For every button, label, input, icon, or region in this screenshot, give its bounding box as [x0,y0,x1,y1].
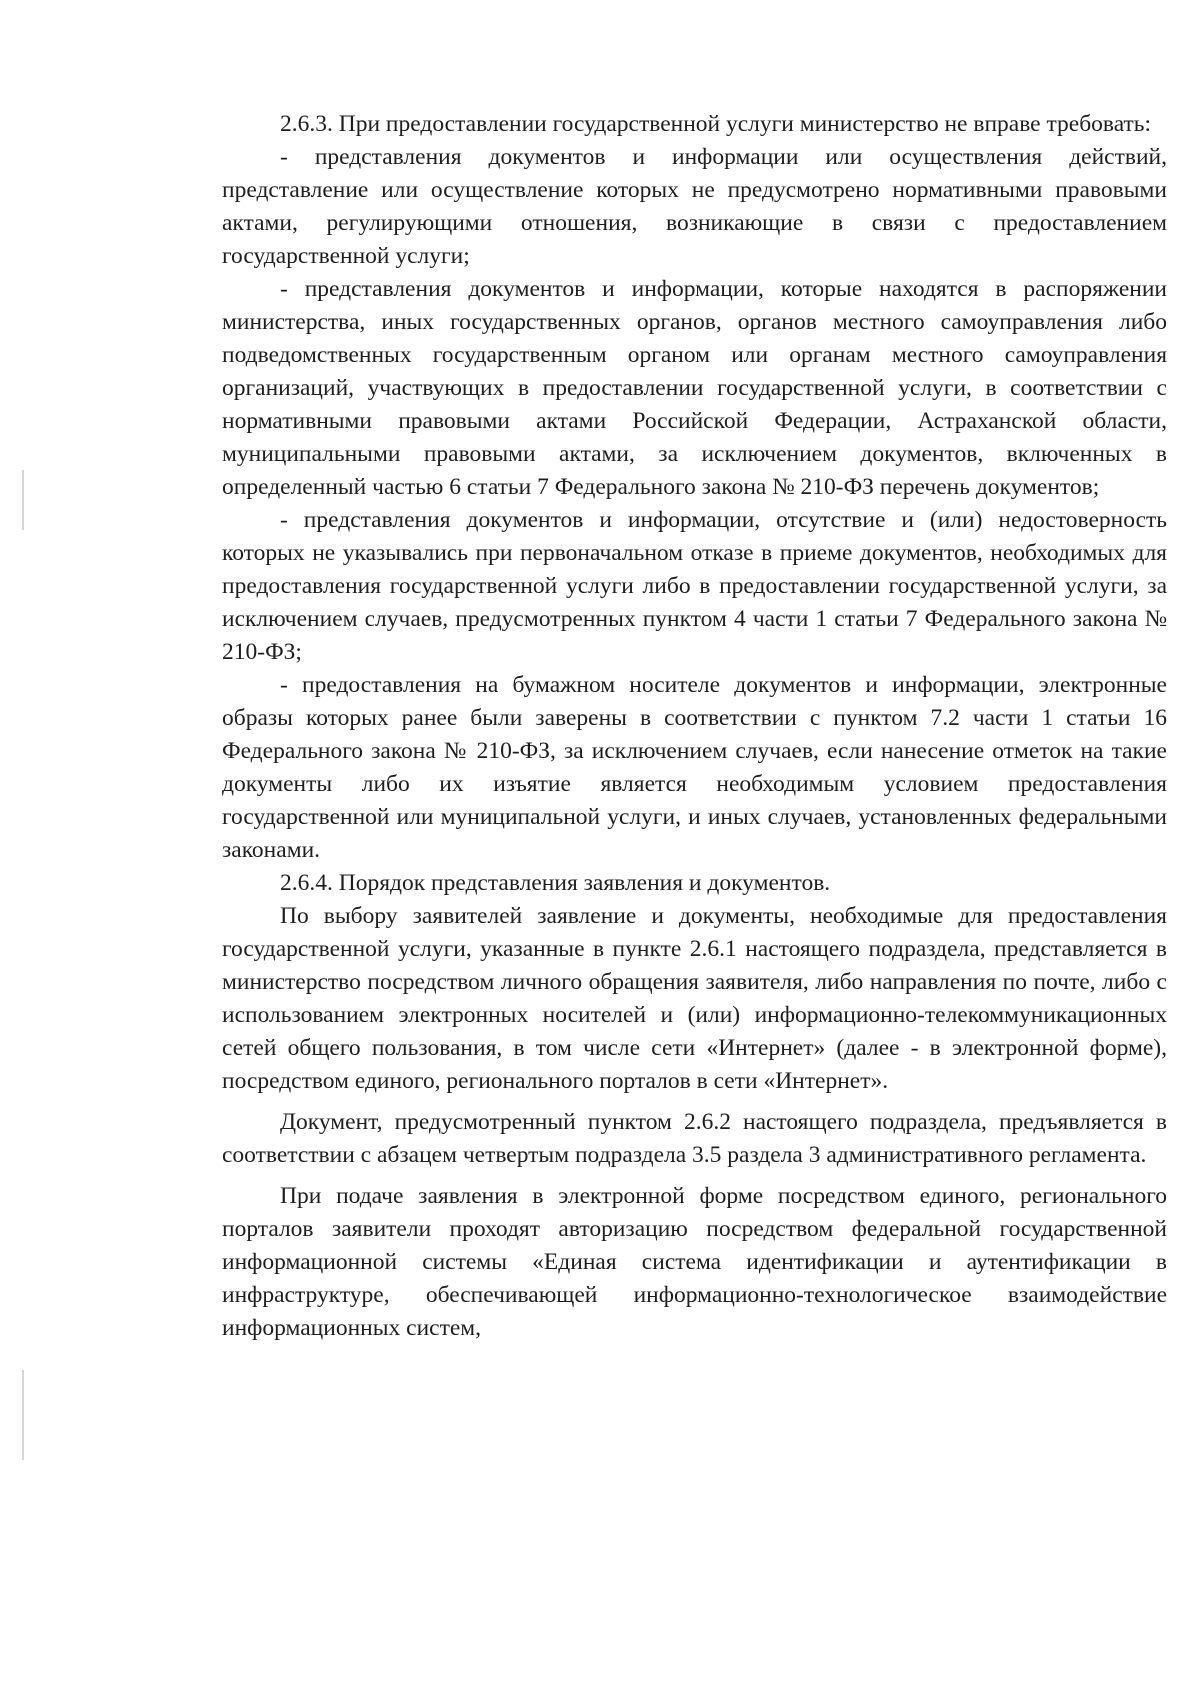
list-item-requirement-3: - представления документов и информации, отсутствие и (или) недостоверность которых не указывались при первоначальном отказе в приеме документов, необходимых для предоставления государственной услуги либо в предоставлении государственной услуги, за исключением случаев, предусмотренных пунктом 4 части 1 статьи 7 Федерального закона № 210-ФЗ; [222,507,1167,665]
document-body [222,108,1167,1345]
paragraph-electronic-submission: При подаче заявления в электронной форме посредством единого, регионального порталов заявители проходят авторизацию посредством федеральной государственной информационной системы «Единая система идентификации и аутентификации в инфраструктуре, обеспечивающей информационно-технологическое взаимодействие информационных систем, [222,1183,1167,1341]
scan-edge-mark [22,470,24,530]
paragraph-document-2-6-2: Документ, предусмотренный пунктом 2.6.2 настоящего подраздела, предъявляется в соответствии с абзацем четвертым подраздела 3.5 раздела 3 административного регламента. [222,1109,1167,1168]
list-item-requirement-4: - предоставления на бумажном носителе документов и информации, электронные образы которых ранее были заверены в соответствии с пунктом 7.2 части 1 статьи 16 Федерального закона № 210-ФЗ, за исключением случаев, если нанесение отметок на такие документы либо их изъятие является необходимым условием предоставления государственной или муниципальной услуги, и иных случаев, установленных федеральными законами. [222,672,1167,863]
list-item-requirement-1: - представления документов и информации или осуществления действий, представление или осуществление которых не предусмотрено нормативными правовыми актами, регулирующими отношения, возникающие в связи с предоставлением государственной услуги; [222,144,1167,269]
list-item-requirement-2: - представления документов и информации, которые находятся в распоряжении министерства, иных государственных органов, органов местного самоуправления либо подведомственных государственным органом или органам местного самоуправления организаций, участвующих в предоставлении государственной услуги, в соответствии с нормативными правовыми актами Российской Федерации, Астраханской области, муниципальными правовыми актами, за исключением документов, включенных в определенный частью 6 статьи 7 Федерального закона № 210-ФЗ перечень документов; [222,276,1167,500]
paragraph-2-6-3-heading: 2.6.3. При предоставлении государственной услуги министерство не вправе требовать: [280,111,1152,137]
paragraph-submission-methods: По выбору заявителей заявление и документы, необходимые для предоставления государственной услуги, указанные в пункте 2.6.1 настоящего подраздела, представляется в министерство посредством личного обращения заявителя, либо направления по почте, либо с использованием электронных носителей и (или) информационно-телекоммуникационных сетей общего пользования, в том числе сети «Интернет» (далее - в электронной форме), посредством единого, регионального порталов в сети «Интернет». [222,903,1167,1094]
paragraph-2-6-4-heading: 2.6.4. Порядок представления заявления и документов. [280,870,831,896]
scan-edge-mark [22,1370,24,1460]
